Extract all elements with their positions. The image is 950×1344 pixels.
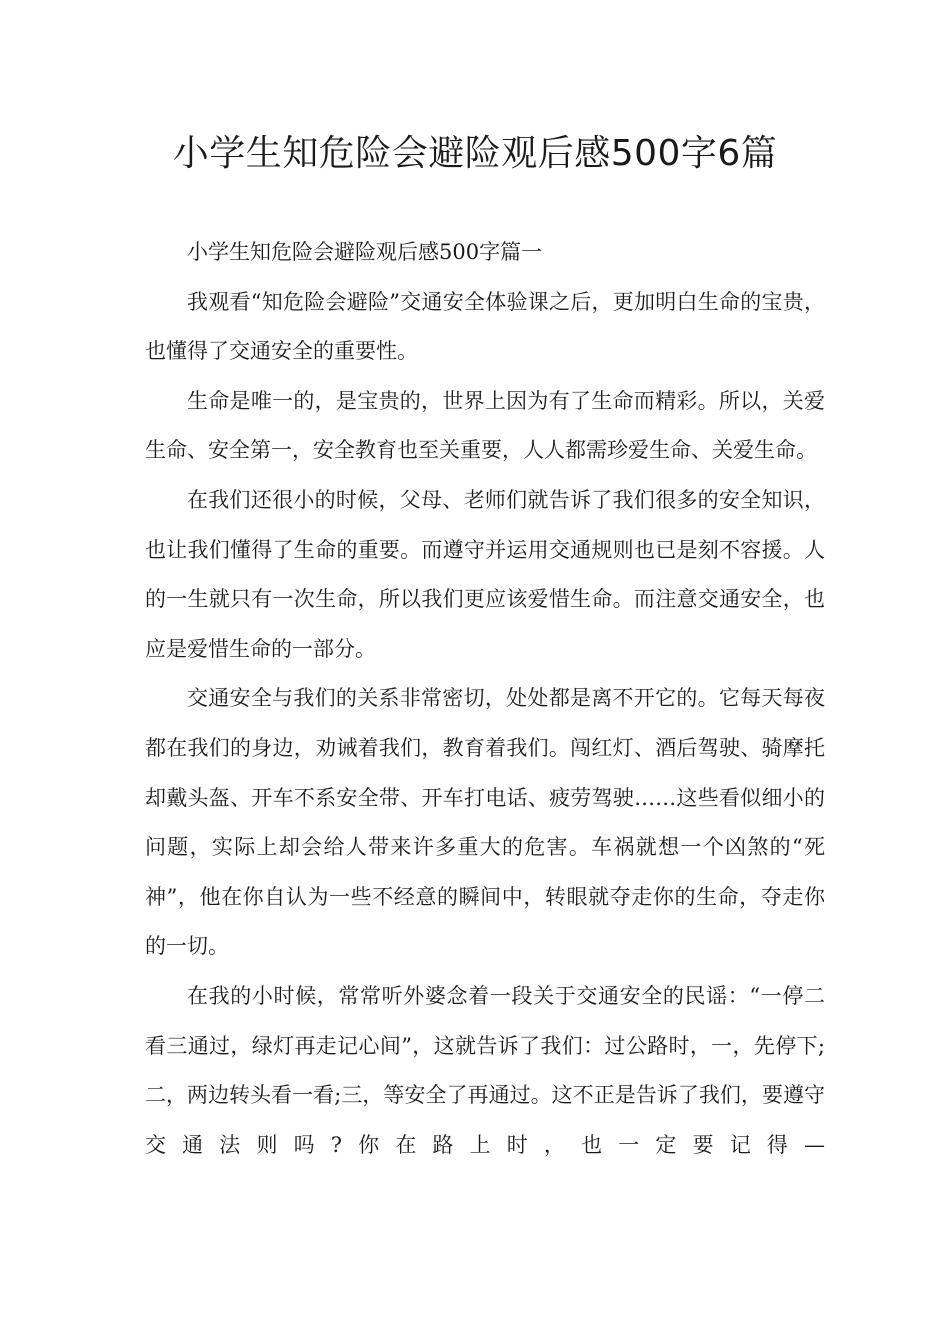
paragraph: 在我的小时候，常常听外婆念着一段关于交通安全的民谣：“一停二看三通过，绿灯再走记心间”，这就告诉了我们：过公路时，一，先停下;二，两边转头看一看;三，等安全了再通过。这不正是告诉了我们，要遵守交通法则吗?你在路上时，也一定要记得— xyxy=(145,983,825,1157)
section-heading: 小学生知危险会避险观后感500字篇一 xyxy=(187,240,543,264)
document-body xyxy=(145,228,825,1170)
paragraph: 在我们还很小的时候，父母、老师们就告诉了我们很多的安全知识，也让我们懂得了生命的重要。而遵守并运用交通规则也已是刻不容援。人的一生就只有一次生命，所以我们更应该爱惜生命。而注意交通安全，也应是爱惜生命的一部分。 xyxy=(145,487,825,661)
document-title: 小学生知危险会避险观后感500字6篇 xyxy=(172,133,778,174)
paragraph: 生命是唯一的，是宝贵的，世界上因为有了生命而精彩。所以，关爱生命、安全第一，安全教育也至关重要，人人都需珍爱生命、关爱生命。 xyxy=(145,388,825,463)
paragraph: 交通安全与我们的关系非常密切，处处都是离不开它的。它每天每夜都在我们的身边，劝诫着我们，教育着我们。闯红灯、酒后驾驶、骑摩托却戴头盔、开车不系安全带、开车打电话、疲劳驾驶……这些看似细小的问题，实际上却会给人带来许多重大的危害。车祸就想一个凶煞的“死神”，他在你自认为一些不经意的瞬间中，转眼就夺走你的生命，夺走你的一切。 xyxy=(145,686,825,959)
paragraph: 我观看“知危险会避险”交通安全体验课之后，更加明白生命的宝贵，也懂得了交通安全的重要性。 xyxy=(145,289,825,364)
